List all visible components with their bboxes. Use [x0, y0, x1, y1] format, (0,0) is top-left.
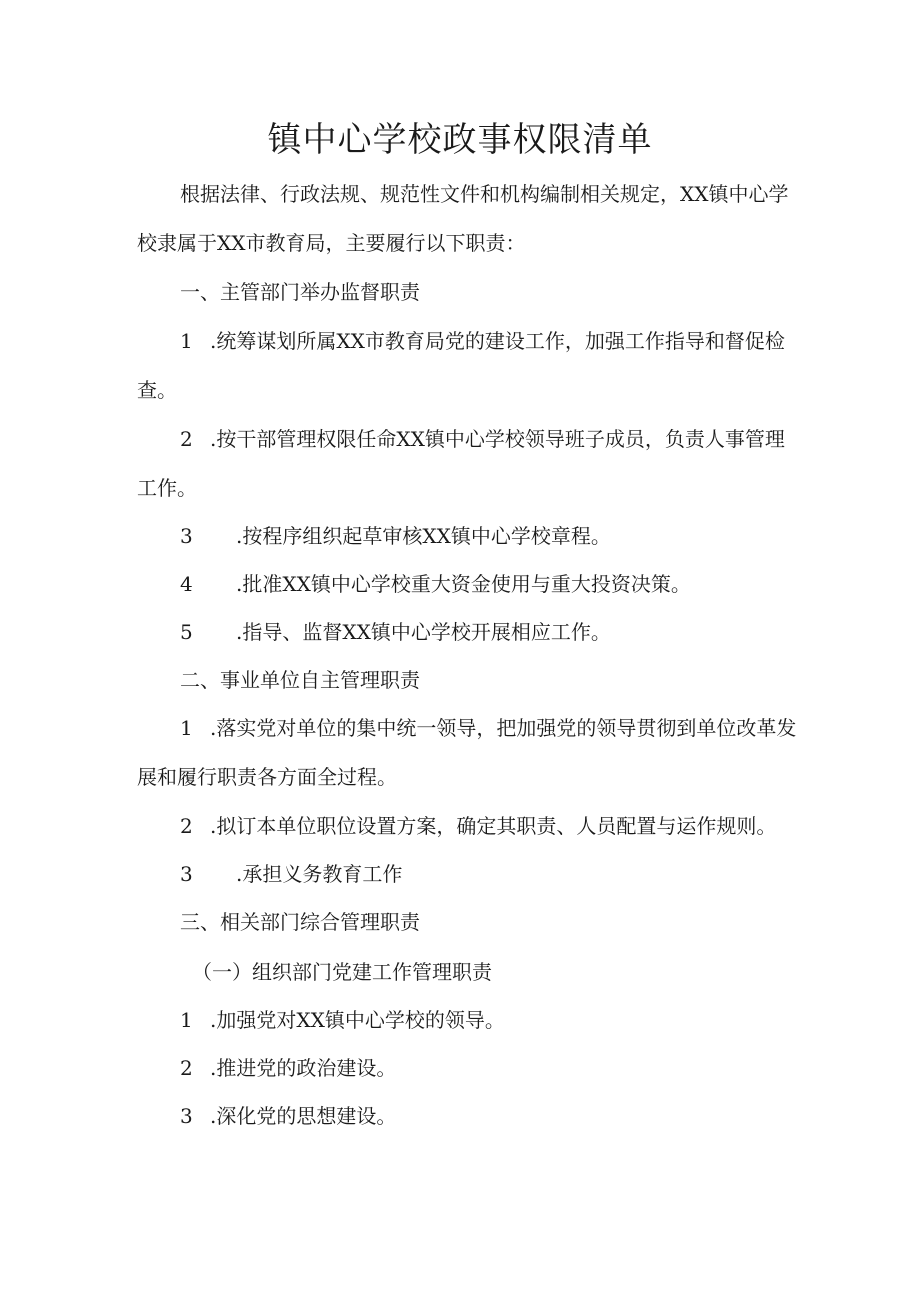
item-text: .按干部管理权限任命XX镇中心学校领导班子成员，负责人事管理: [210, 427, 785, 451]
item-number: 4: [180, 572, 193, 596]
section-2-item-1: [180, 714, 796, 742]
intro-line-1: 根据法律、行政法规、规范性文件和机构编制相关规定，XX镇中心学: [180, 182, 789, 206]
item-text: .深化党的思想建设。: [210, 1104, 397, 1128]
section-1-item-3: [180, 522, 611, 550]
item-number: 2: [180, 814, 193, 838]
document-title: 镇中心学校政事权限清单: [267, 120, 653, 160]
section-1-item-1-continuation: 查。: [137, 378, 177, 402]
item-text: .拟订本单位职位设置方案，确定其职责、人员配置与运作规则。: [210, 814, 777, 838]
section-3-item-3: [180, 1102, 396, 1130]
item-text: .落实党对单位的集中统一领导，把加强党的领导贯彻到单位改革发: [210, 716, 797, 740]
item-text: .批准XX镇中心学校重大资金使用与重大投资决策。: [236, 572, 691, 596]
item-number: 3: [180, 1104, 193, 1128]
section-2-heading: 二、事业单位自主管理职责: [180, 668, 420, 692]
item-text: .承担义务教育工作: [236, 862, 403, 886]
item-number: 3: [180, 524, 193, 548]
item-number: 2: [180, 1056, 193, 1080]
item-text: .按程序组织起草审核XX镇中心学校章程。: [236, 524, 611, 548]
section-3-item-2: [180, 1054, 396, 1082]
section-1-item-4: [180, 570, 691, 598]
item-number: 1: [180, 1008, 193, 1032]
section-1-item-2: [180, 425, 785, 453]
item-number: 3: [180, 862, 193, 886]
item-text: .指导、监督XX镇中心学校开展相应工作。: [236, 620, 611, 644]
item-text: .统筹谋划所属XX市教育局党的建设工作，加强工作指导和督促检: [210, 329, 785, 353]
section-1-item-2-continuation: 工作。: [137, 476, 197, 500]
item-number: 1: [180, 329, 193, 353]
section-3-subheading: （一）组织部门党建工作管理职责: [192, 960, 492, 984]
item-number: 1: [180, 716, 193, 740]
item-text: .推进党的政治建设。: [210, 1056, 397, 1080]
item-text: .加强党对XX镇中心学校的领导。: [210, 1008, 505, 1032]
intro-line-2: 校隶属于XX市教育局，主要履行以下职责：: [137, 231, 526, 255]
section-3-heading: 三、相关部门综合管理职责: [180, 910, 420, 934]
section-1-item-1: [180, 327, 785, 355]
section-1-item-5: [180, 618, 611, 646]
section-1-heading: 一、主管部门举办监督职责: [180, 280, 420, 304]
section-2-item-3: [180, 860, 402, 888]
section-3-item-1: [180, 1006, 505, 1034]
section-2-item-1-continuation: 展和履行职责各方面全过程。: [137, 765, 397, 789]
section-2-item-2: [180, 812, 776, 840]
item-number: 5: [180, 620, 193, 644]
item-number: 2: [180, 427, 193, 451]
